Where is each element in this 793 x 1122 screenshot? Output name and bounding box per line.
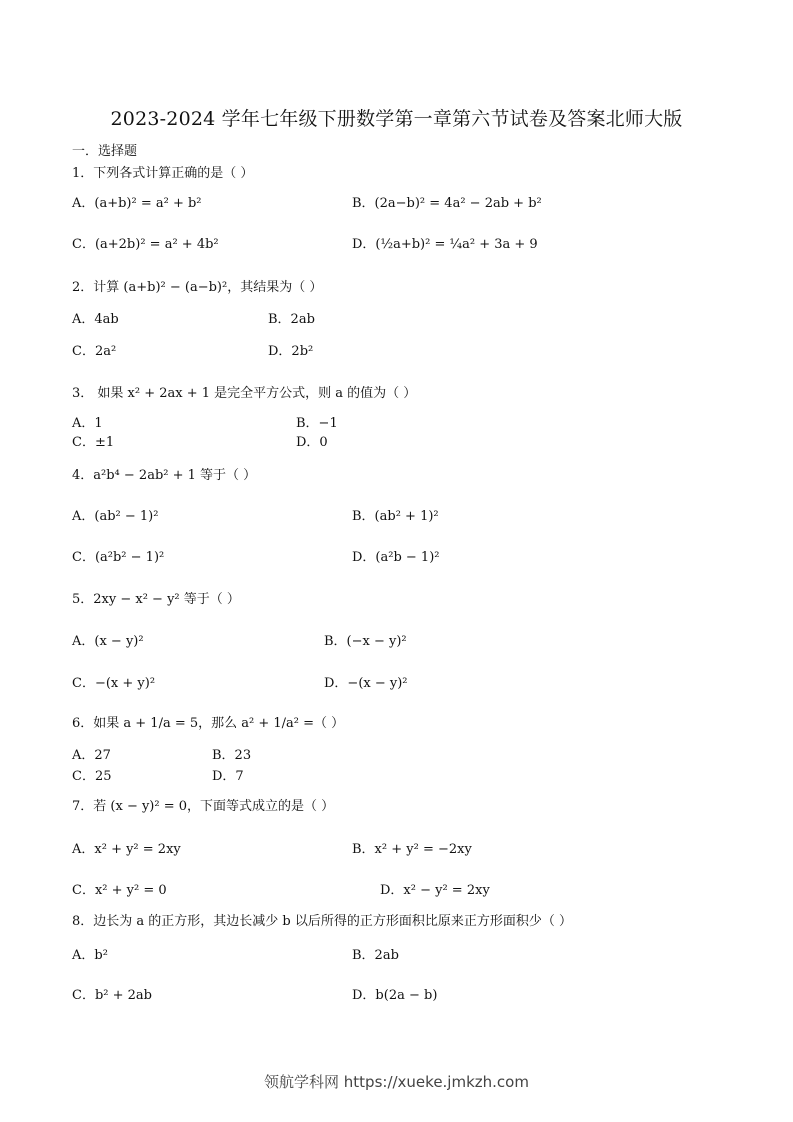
q8-option-c: C．b² + 2ab <box>72 988 152 1003</box>
q7-option-c: C．x² + y² = 0 <box>72 883 167 898</box>
q6-option-c: C．25 <box>72 769 112 784</box>
q5-option-b: B．(−x − y)² <box>324 634 407 649</box>
q7-option-b: B．x² + y² = −2xy <box>352 842 472 857</box>
q7-option-d: D．x² − y² = 2xy <box>380 883 490 898</box>
q5-option-a: A．(x − y)² <box>72 634 144 649</box>
q1-option-b: B．(2a−b)² = 4a² − 2ab + b² <box>352 196 542 211</box>
q4-option-b: B．(ab² + 1)² <box>352 509 439 524</box>
q8-option-a: A．b² <box>72 948 108 963</box>
footer-source: 领航学科网 https://xueke.jmkzh.com <box>264 1073 529 1091</box>
q2-option-d: D．2b² <box>268 344 314 359</box>
q3-option-b: B．−1 <box>296 416 338 431</box>
q8-option-b: B．2ab <box>352 948 399 963</box>
question-8-stem: 8．边长为 a 的正方形，其边长减少 b 以后所得的正方形面积比原来正方形面积少（ ） <box>72 914 573 929</box>
q6-option-b: B．23 <box>212 748 252 763</box>
q4-option-d: D．(a²b − 1)² <box>352 550 440 565</box>
q3-option-a: A．1 <box>72 416 103 431</box>
question-5-stem: 5．2xy − x² − y² 等于（ ） <box>72 592 240 607</box>
q1-option-d: D．(½a+b)² = ¼a² + 3a + 9 <box>352 237 538 252</box>
q2-option-a: A．4ab <box>72 312 119 327</box>
q2-option-c: C．2a² <box>72 344 117 359</box>
question-3-stem: 3． 如果 x² + 2ax + 1 是完全平方公式，则 a 的值为（ ） <box>72 386 417 401</box>
question-6-stem: 6．如果 a + 1/a = 5，那么 a² + 1/a² =（ ） <box>72 716 345 731</box>
q6-option-d: D．7 <box>212 769 244 784</box>
section-heading: 一．选择题 <box>72 144 138 159</box>
question-7-stem: 7．若 (x − y)² = 0，下面等式成立的是（ ） <box>72 799 335 814</box>
q4-option-a: A．(ab² − 1)² <box>72 509 159 524</box>
q1-option-a: A．(a+b)² = a² + b² <box>72 196 202 211</box>
question-1-stem: 1．下列各式计算正确的是（ ） <box>72 166 254 181</box>
q2-option-b: B．2ab <box>268 312 315 327</box>
q5-option-d: D．−(x − y)² <box>324 676 408 691</box>
page-title: 2023-2024 学年七年级下册数学第一章第六节试卷及答案北师大版 <box>110 108 683 130</box>
q7-option-a: A．x² + y² = 2xy <box>72 842 181 857</box>
q5-option-c: C．−(x + y)² <box>72 676 156 691</box>
q1-option-c: C．(a+2b)² = a² + 4b² <box>72 237 219 252</box>
q8-option-d: D．b(2a − b) <box>352 988 438 1003</box>
question-4-stem: 4．a²b⁴ − 2ab² + 1 等于（ ） <box>72 468 257 483</box>
q4-option-c: C．(a²b² − 1)² <box>72 550 165 565</box>
q6-option-a: A．27 <box>72 748 111 763</box>
q3-option-c: C．±1 <box>72 435 115 450</box>
question-2-stem: 2．计算 (a+b)² − (a−b)²，其结果为（ ） <box>72 280 323 295</box>
q3-option-d: D．0 <box>296 435 328 450</box>
